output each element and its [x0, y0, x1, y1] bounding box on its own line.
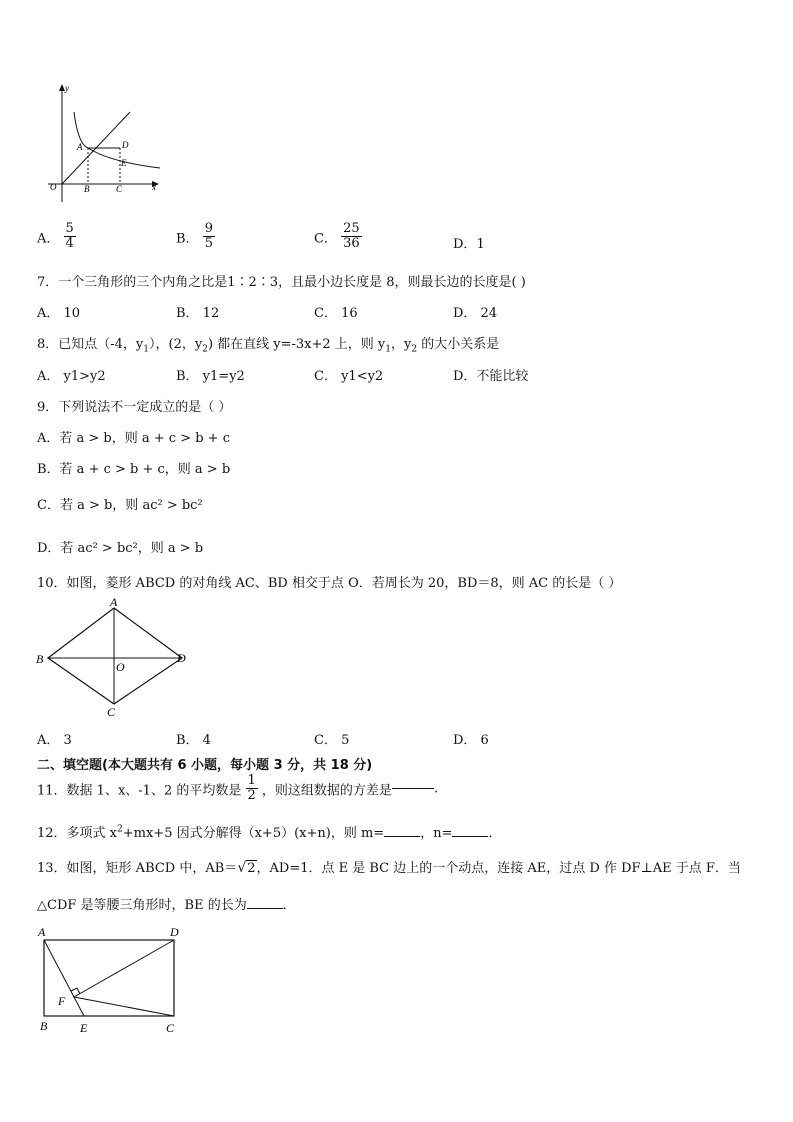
q8-sub1: 1: [143, 344, 150, 355]
q6-a-denominator: 4: [65, 236, 74, 252]
q11-denominator: 2: [247, 788, 256, 804]
q10-A-label: A: [110, 595, 118, 609]
q13-line1: [37, 857, 741, 876]
q6-c-denominator: 36: [343, 236, 360, 252]
q13-F-label: F: [58, 994, 66, 1008]
q6-c-fraction: [341, 222, 362, 252]
q13-text-part2: ，AD=1．点 E 是 BC 边上的一个动点，连接 AE，过点 D 作 DF⊥AE 于点 F．当: [256, 861, 741, 876]
graph-B-label: B: [84, 184, 90, 194]
q6-c-numerator: 25: [343, 221, 360, 236]
q9-option-d: D．若 ac² > bc²，则 a > b: [37, 541, 204, 556]
q13-A-label: A: [38, 925, 46, 939]
q9-option-b: B．若 a + c > b + c，则 a > b: [37, 462, 231, 477]
q12-text: 12．多项式 $x^2+mx+5$ 因式分解得（x+5）(x+n)，则 m= ，n= ．: [37, 824, 502, 841]
q6-c-label: C．: [314, 231, 337, 247]
q6-option-d: [453, 233, 485, 252]
q8-sub2: 2: [202, 344, 208, 355]
q9-option-a: A．若 a > b，则 a + c > b + c: [37, 431, 230, 446]
q6-a-numerator: 5: [65, 221, 74, 236]
q13-E-label: E: [80, 1021, 88, 1035]
q12-text-part3: ，n=: [420, 826, 453, 841]
q8-option-d: D．不能比较: [453, 369, 529, 384]
q13-rectangle-figure: [34, 922, 194, 1042]
q10-option-c: C． 5: [314, 733, 350, 748]
graph-A-label: A: [77, 142, 83, 152]
graph-C-label: C: [116, 184, 123, 194]
q6-d-value: 1: [476, 237, 485, 252]
q7-option-b: B． 12: [176, 306, 220, 321]
q6-b-label: B．: [176, 231, 199, 247]
q10-B-label: B: [36, 652, 44, 666]
q8-text: [37, 333, 499, 355]
q10-option-a: A． 3: [37, 733, 72, 748]
q13-text-part3: △CDF 是等腰三角形时，BE 的长为: [37, 898, 247, 913]
q6-option-a: [37, 222, 76, 252]
q6-graph: [40, 82, 170, 212]
q8-text-part1: 8．已知点（-4，y: [37, 337, 144, 352]
q13-line2: △CDF 是等腰三角形时，BE 的长为 ．: [37, 898, 296, 913]
q8-option-c: C． y1<y2: [314, 369, 384, 384]
q8-sub3: 1: [385, 344, 392, 355]
q7-option-c: C． 16: [314, 306, 358, 321]
q10-C-label: C: [107, 705, 116, 719]
q11-fraction: [246, 774, 258, 804]
q8-text-part2: ），(2，y: [149, 337, 203, 352]
q8-text-part4: ，y: [391, 337, 412, 352]
q6-a-fraction: [64, 222, 76, 252]
q13-D-label: D: [170, 925, 179, 939]
graph-O-label: O: [50, 182, 57, 192]
q13-text-part1: 13．如图，矩形 ABCD 中，AB＝: [37, 861, 238, 876]
q11-text-part1: 11．数据 1、x、-1、2 的平均数是: [37, 783, 242, 799]
graph-D-label: D: [122, 140, 129, 150]
q7-option-d: D． 24: [453, 306, 498, 321]
q6-option-c: [314, 222, 362, 252]
q11-numerator: 1: [247, 773, 256, 788]
q13-B-label: B: [40, 1019, 48, 1033]
q10-option-b: B． 4: [176, 733, 211, 748]
q11-text: 11．数据 1、x、-1、2 的平均数是 $\frac{1}{2}$ ，则这组数据的方差是 .: [37, 773, 439, 804]
q12-blank-m[interactable]: [384, 836, 420, 837]
q12-text-part2: +mx+5 因式分解得（x+5）(x+n)，则 m=: [122, 826, 385, 841]
q7-option-a: A． 10: [37, 306, 81, 321]
q9-option-c: C．若 a > b，则 ac² > bc²: [37, 498, 203, 513]
q12-text-part1: 12．多项式 x: [37, 826, 118, 841]
q6-b-denominator: 5: [204, 236, 213, 252]
q6-d-label: D．: [453, 237, 477, 252]
q10-O-label: O: [116, 660, 125, 674]
section2-heading: 二、填空题(本大题共有 6 小题，每小题 3 分，共 18 分): [37, 758, 373, 773]
graph-y-label: y: [65, 83, 69, 93]
q9-text: 9．下列说法不一定成立的是（ ）: [37, 400, 232, 415]
q6-a-label: A．: [37, 231, 60, 247]
q11-answer-blank[interactable]: [392, 788, 434, 789]
graph-x-label: x: [152, 182, 156, 192]
q8-option-a: A． y1>y2: [37, 369, 106, 384]
q8-sub4: 2: [411, 344, 418, 355]
q8-text-part5: 的大小关系是: [417, 337, 500, 352]
q11-text-part2: ，则这组数据的方差是: [261, 783, 392, 799]
q6-option-b: [176, 222, 215, 252]
q13-C-label: C: [166, 1021, 175, 1035]
q10-D-label: D: [177, 651, 186, 665]
q10-option-d: D． 6: [453, 733, 489, 748]
q13-sqrt-value: 2: [247, 861, 256, 876]
q12-blank-n[interactable]: [452, 836, 488, 837]
q8-option-b: B． y1=y2: [176, 369, 245, 384]
q10-rhombus-figure: [34, 596, 194, 720]
q10-text: 10．如图，菱形 ABCD 的对角线 AC、BD 相交于点 O．若周长为 20，BD＝8，则 AC 的长是（ ）: [37, 576, 622, 591]
q8-text-part3: ) 都在直线 y=-3x+2 上，则 y: [207, 337, 386, 352]
q12-sup: 2: [117, 824, 123, 835]
q6-b-numerator: 9: [204, 221, 213, 236]
q13-sqrt: √2: [237, 860, 256, 876]
q7-text: 7．一个三角形的三个内角之比是1∶2∶3，且最小边长度是 8，则最长边的长度是( ): [37, 275, 526, 290]
q13-answer-blank[interactable]: [247, 908, 283, 909]
q6-b-fraction: [203, 222, 215, 252]
graph-E-label: E: [121, 158, 127, 168]
